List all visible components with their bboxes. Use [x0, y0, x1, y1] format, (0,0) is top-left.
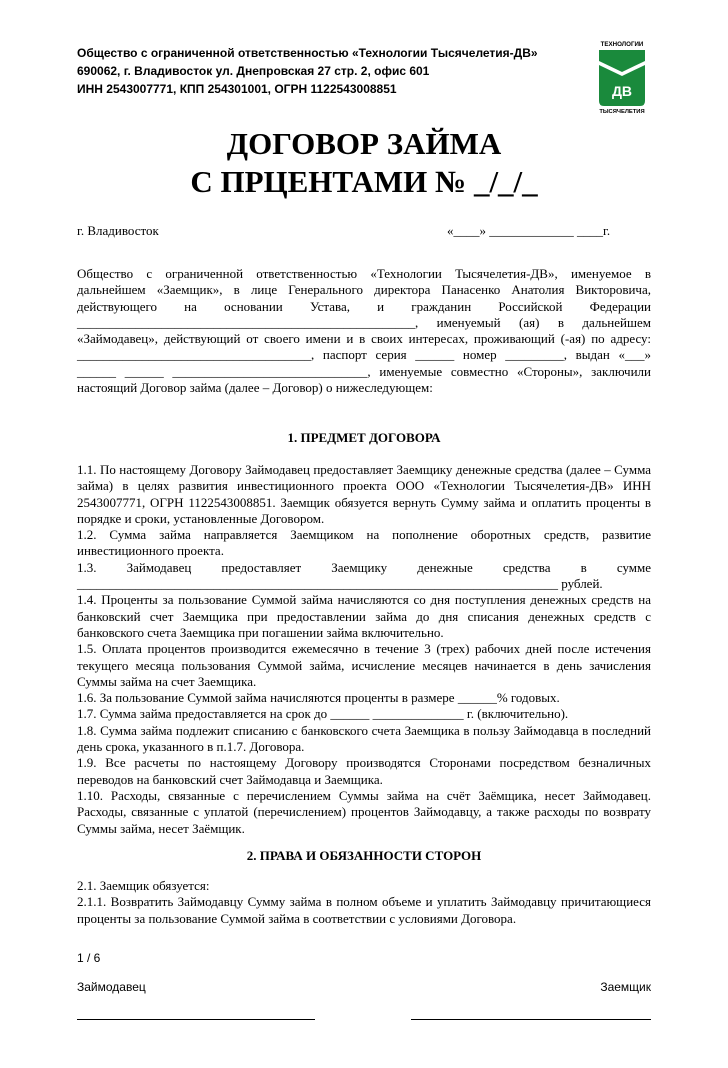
clause-1-1: 1.1. По настоящему Договору Займодавец предоставляет Заемщику денежные средства (далее – Сумма займа) в целях развития инвестиционного проекта ООО «Технологии Тысячелетия-ДВ» ИНН 2543007771, ОГРН 1122543008851. Заемщик обязуется вернуть Сумму займа и оплатить проценты в порядке и сроки, установленные Договором. — [77, 462, 651, 526]
page-number: 1 / 6 — [77, 951, 101, 965]
clause-2-1-1: 2.1.1. Возвратить Займодавцу Сумму займа в полном объеме и уплатить Займодавцу причитающиеся проценты за пользование Суммой займа в соответствии с условиями Договора. — [77, 894, 651, 926]
clause-1-3: 1.3. Займодавец предоставляет Заемщику денежные средства в сумме __________________________________________________________________________ рублей. — [77, 559, 651, 592]
clause-1-10: 1.10. Расходы, связанные с перечислением Суммы займа на счёт Заёмщика, несет Займодавец. Расходы, связанные с уплатой (перечислением) процентов Займодавцу, а также расходы по возврату Суммы займа, несет Заёмщик. — [77, 787, 651, 836]
clause-1-4: 1.4. Проценты за пользование Суммой займа начисляются со дня поступления денежных средств на банковский счет Заемщика при предоставлении займа до дня списания денежных средств с банковского счета Заемщика при погашении займа включительно. — [77, 592, 651, 640]
section-1-body — [77, 462, 651, 837]
preamble — [77, 266, 651, 396]
document-title — [0, 125, 728, 201]
lender-signature-label: Займодавец — [77, 980, 146, 994]
contract-date: «____» _____________ ____г. — [447, 223, 611, 238]
section-1-title: 1. ПРЕДМЕТ ДОГОВОРА — [287, 430, 441, 445]
logo-mark: ДВ — [611, 83, 633, 99]
section-2-body — [77, 878, 651, 927]
company-header — [77, 44, 557, 98]
preamble-text: Общество с ограниченной ответственностью «Технологии Тысячелетия-ДВ», именуемое в дальнейшем «Заемщик», в лице Генерального директора Панасенко Анатолия Викторовича, действующего на основании Устава, и гражданин Российской Федерации ____________________________________________________, именуемый (ая) в дальнейшем «Займодавец», действующий от своего имени и в своих интересах, проживающий (-ая) по адресу: ____________________________________, паспорт серия ______ номер _________, выдан «___» ______ ______ ______________________________, именуемые совместно «Стороны», заключили настоящий Договор займа (далее – Договор) о нижеследующем: — [77, 266, 651, 396]
title-line-2: С ПРЦЕНТАМИ № _/_/_ — [190, 164, 538, 199]
lender-signature-line — [77, 1019, 315, 1020]
clause-1-8: 1.8. Сумма займа подлежит списанию с банковского счета Заемщика в пользу Займодавца в последний день срока, указанного в п.1.7. Договора. — [77, 722, 651, 755]
contract-place: г. Владивосток — [77, 223, 159, 238]
borrower-signature-label: Заемщик — [600, 980, 651, 994]
logo-bottom-text: ТЫСЯЧЕЛЕТИЯ — [599, 109, 645, 114]
company-name: Общество с ограниченной ответственностью «Технологии Тысячелетия-ДВ» — [77, 46, 538, 60]
clause-2-1: 2.1. Заемщик обязуется: — [77, 878, 210, 893]
company-logo — [590, 40, 654, 114]
clause-1-5: 1.5. Оплата процентов производится ежемесячно в течение 3 (трех) рабочих дней после истечения текущего месяца пользования Суммой займа, исчисление месяцев начинается в день зачисления Суммы займа на счет Заемщика. — [77, 641, 651, 689]
logo-top-text: ТЕХНОЛОГИИ — [600, 41, 644, 48]
section-2-title: 2. ПРАВА И ОБЯЗАННОСТИ СТОРОН — [246, 848, 482, 863]
clause-1-9: 1.9. Все расчеты по настоящему Договору производятся Сторонами посредством безналичных переводов на банковский счет Займодавца и Заемщика. — [77, 755, 651, 787]
clause-1-2: 1.2. Сумма займа направляется Заемщиком на пополнение оборотных средств, развитие инвестиционного проекта. — [77, 527, 651, 559]
borrower-signature-line — [411, 1019, 651, 1020]
clause-1-6: 1.6. За пользование Суммой займа начисляются проценты в размере ______% годовых. — [77, 690, 560, 706]
company-requisites: ИНН 2543007771, КПП 254301001, ОГРН 1122543008851 — [77, 82, 397, 96]
clause-1-7: 1.7. Сумма займа предоставляется на срок до ______ ______________ г. (включительно). — [77, 706, 569, 722]
company-address: 690062, г. Владивосток ул. Днепровская 27 стр. 2, офис 601 — [77, 64, 430, 78]
title-line-1: ДОГОВОР ЗАЙМА — [226, 126, 502, 161]
